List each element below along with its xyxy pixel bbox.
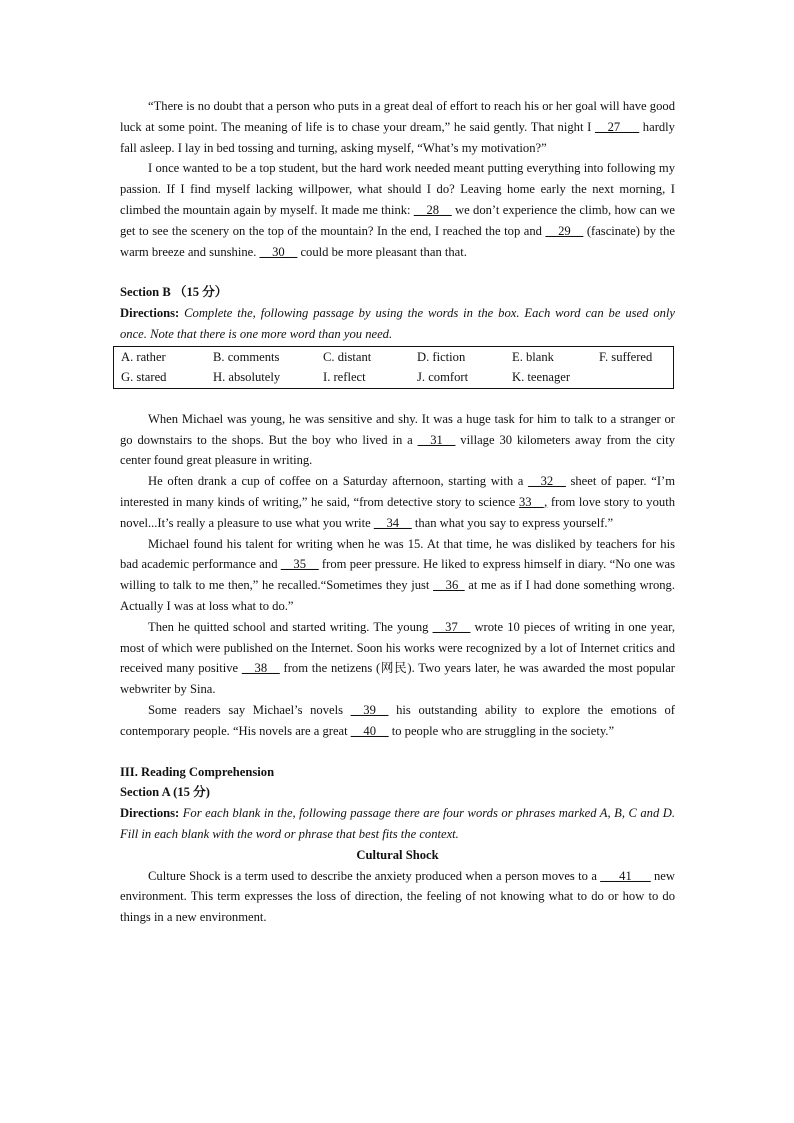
text-run: He often drank a cup of coffee on a Saturday afternoon, starting with a bbox=[148, 474, 529, 489]
blank-30[interactable]: __30__ bbox=[259, 244, 298, 259]
text-run: than what you say to express yourself.” bbox=[411, 515, 614, 530]
text-run: new environment. This term expresses the loss of direction, the feeling of not knowing what to do or how to do things in a new environment. bbox=[120, 868, 675, 925]
blank-35[interactable]: __35__ bbox=[280, 557, 319, 572]
text-run: hardly fall asleep. I lay in bed tossing and turning, asking myself, “What’s my motivation?” bbox=[120, 119, 675, 155]
text-run: I once wanted to be a top student, but the hard work needed meant putting everything into following my passion. If I find myself lacking willpower, what should I do? Leaving home early the next morning, I climbed the mountain again by myself. It made me think: bbox=[120, 161, 675, 217]
text-run: at me as if I had done something wrong. Actually I was at loss what to do.” bbox=[120, 578, 675, 613]
word-option-empty bbox=[592, 367, 674, 388]
word-option-j: J. comfort bbox=[417, 370, 469, 385]
passage-title: Cultural Shock bbox=[356, 847, 439, 862]
text-run: “There is no doubt that a person who puts in a great deal of effort to reach his or her goal will have good luck at some point. The meaning of life is to chase your dream,” he said gently. That night I bbox=[120, 99, 675, 134]
paragraph bbox=[120, 617, 675, 700]
text-run: village 30 kilometers away from the city center found great pleasure in writing. bbox=[120, 432, 675, 468]
blank-34[interactable]: __34__ bbox=[373, 515, 412, 530]
paragraph bbox=[120, 471, 675, 533]
text-run: from love story to youth novel...It’s really a pleasure to use what you write bbox=[120, 494, 675, 530]
word-option-i: I. reflect bbox=[323, 370, 366, 385]
word-option-d: D. fiction bbox=[417, 349, 466, 364]
section-iii-heading: III. Reading Comprehension bbox=[120, 764, 275, 779]
text-run: from peer pressure. He liked to express himself in diary. “No one was willing to talk to me then,” he recalled.“Sometimes they just bbox=[120, 557, 675, 593]
word-box-row bbox=[114, 346, 674, 367]
spacer bbox=[120, 389, 675, 409]
exam-page bbox=[120, 96, 675, 928]
text-run: his outstanding ability to explore the emotions of contemporary people. “His novels are a great bbox=[120, 702, 675, 738]
blank-37[interactable]: __37__ bbox=[432, 619, 471, 634]
blank-40[interactable]: __40__ bbox=[350, 723, 389, 738]
word-option-k: K. teenager bbox=[512, 370, 571, 385]
text-run: Then he quitted school and started writing. The young bbox=[148, 619, 433, 634]
paragraph bbox=[120, 96, 675, 158]
word-option-h: H. absolutely bbox=[213, 370, 281, 385]
paragraph bbox=[120, 158, 675, 262]
directions-label: Directions: bbox=[120, 306, 180, 321]
blank-38[interactable]: __38__ bbox=[241, 661, 280, 676]
blank-31[interactable]: __31__ bbox=[417, 432, 456, 447]
directions-text: Complete the, following passage by using the words in the box. Each word can be used only once. Note that there is one more word than you need. bbox=[120, 306, 675, 341]
word-option-e: E. blank bbox=[512, 349, 554, 364]
blank-29[interactable]: __29__ bbox=[545, 223, 584, 238]
directions-label: Directions: bbox=[120, 806, 180, 821]
blank-28[interactable]: __28__ bbox=[413, 202, 452, 217]
word-box bbox=[113, 346, 674, 389]
text-run: we don’t experience the climb, how can we get to see the scenery on the top of the mountain? In the end, I reached the top and bbox=[120, 202, 675, 238]
text-run: to people who are struggling in the society.” bbox=[388, 723, 615, 738]
text-run: sheet of paper. “I’m interested in many kinds of writing,” he said, “from detective story to science bbox=[120, 474, 675, 509]
blank-39[interactable]: __39__ bbox=[350, 702, 389, 717]
spacer bbox=[120, 262, 675, 282]
text-run: (fascinate) by the warm breeze and sunshine. bbox=[120, 223, 676, 259]
text-run: Some readers say Michael’s novels bbox=[148, 702, 351, 717]
text-run: wrote 10 pieces of writing in one year, most of which were published on the Internet. Soon his works were recognized by a lot of Internet critics and received many positive bbox=[120, 619, 675, 676]
blank-33[interactable]: 33__, bbox=[518, 494, 548, 509]
section-b-heading: Section B （15 分） bbox=[120, 285, 228, 300]
text-run: Michael found his talent for writing when he was 15. At that time, he was disliked by teachers for his bad academic performance and bbox=[120, 536, 675, 572]
paragraph bbox=[120, 534, 675, 617]
text-run: Culture Shock is a term used to describe the anxiety produced when a person moves to a bbox=[148, 868, 601, 883]
word-option-a: A. rather bbox=[121, 349, 166, 364]
directions-text: For each blank in the, following passage there are four words or phrases marked A, B, C and D. Fill in each blank with the word or phrase that best fits the context. bbox=[120, 806, 675, 841]
paragraph bbox=[120, 866, 675, 928]
blank-41[interactable]: ___41___ bbox=[600, 868, 651, 883]
text-run: could be more pleasant than that. bbox=[297, 244, 467, 259]
section-a-heading: Section A (15 分) bbox=[120, 785, 210, 800]
blank-32[interactable]: __32__ bbox=[528, 474, 566, 489]
word-option-g: G. stared bbox=[121, 370, 167, 385]
section-b-directions bbox=[120, 303, 675, 345]
spacer bbox=[120, 742, 675, 762]
paragraph bbox=[120, 700, 675, 742]
blank-36[interactable]: __36_ bbox=[433, 578, 465, 593]
paragraph bbox=[120, 409, 675, 471]
word-option-b: B. comments bbox=[213, 349, 280, 364]
text-run: from the netizens (网民). Two years later, he was awarded the most popular webwriter by Sina. bbox=[120, 661, 675, 697]
word-option-f: F. suffered bbox=[599, 349, 653, 364]
blank-27[interactable]: __27___ bbox=[595, 119, 640, 134]
word-option-c: C. distant bbox=[323, 349, 372, 364]
text-run: When Michael was young, he was sensitive and shy. It was a huge task for him to talk to a stranger or go downstairs to the shops. But the boy who lived in a bbox=[120, 411, 675, 447]
section-a-directions bbox=[120, 803, 675, 845]
word-box-row bbox=[114, 367, 674, 388]
